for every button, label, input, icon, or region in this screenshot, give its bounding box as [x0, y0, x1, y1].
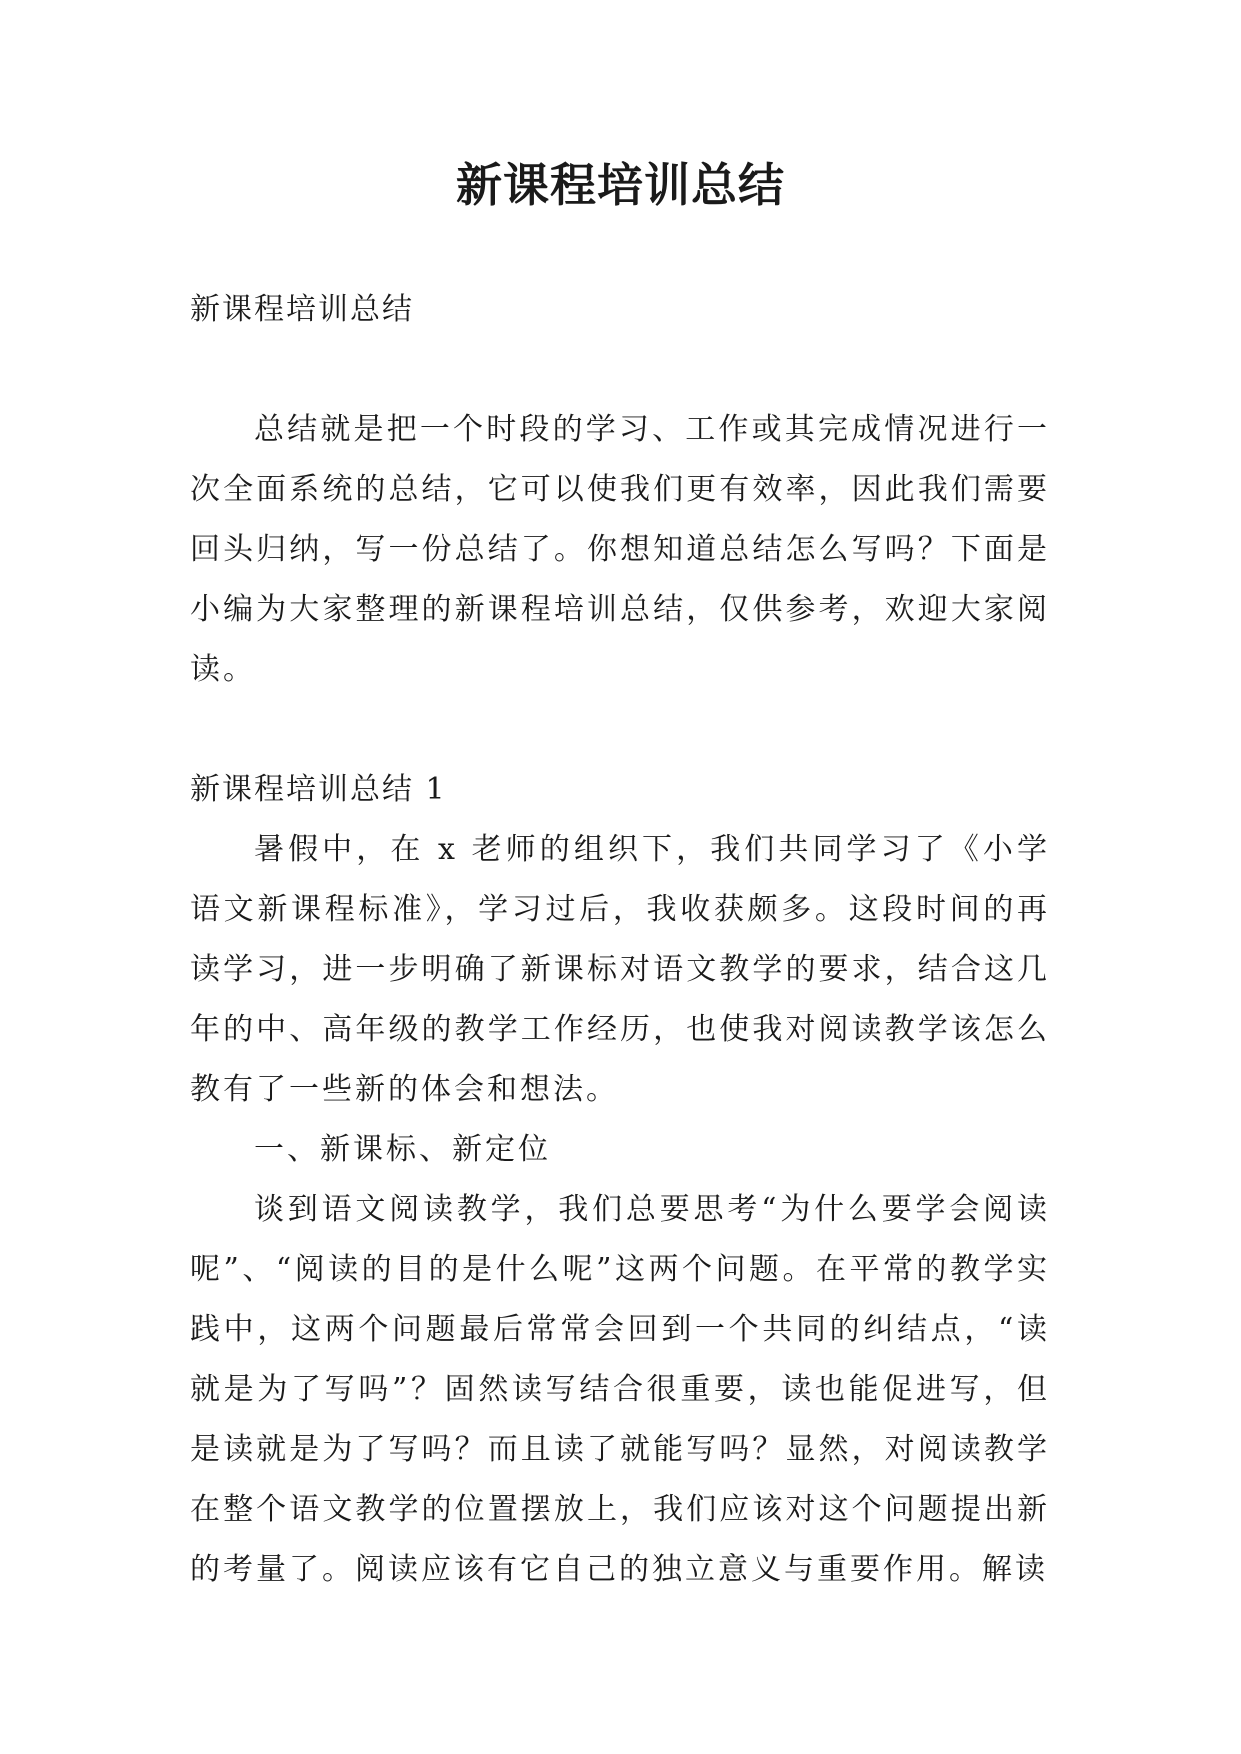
document-body [190, 280, 1050, 1600]
document-title: 新课程培训总结 [456, 158, 785, 212]
point-heading: 一、新课标、新定位 [254, 1132, 551, 1167]
intro-paragraph: 总结就是把一个时段的学习、工作或其完成情况进行一次全面系统的总结，它可以使我们更有效率，因此我们需要回头归纳，写一份总结了。你想知道总结怎么写吗？下面是小编为大家整理的新课程培训总结，仅供参考，欢迎大家阅读。 [190, 412, 1050, 687]
spacer [190, 340, 1050, 400]
spacer [190, 700, 1050, 760]
section-paragraph-1: 暑假中，在 x 老师的组织下，我们共同学习了《小学语文新课程标准》，学习过后，我收获颇多。这段时间的再读学习，进一步明确了新课标对语文教学的要求，结合这几年的中、高年级的教学工作经历，也使我对阅读教学该怎么教有了一些新的体会和想法。 [190, 832, 1050, 1107]
section-paragraph-2: 谈到语文阅读教学，我们总要思考“为什么要学会阅读呢”、“阅读的目的是什么呢”这两个问题。在平常的教学实践中，这两个问题最后常常会回到一个共同的纠结点，“读就是为了写吗”？固然读写结合很重要，读也能促进写，但是读就是为了写吗？而且读了就能写吗？显然，对阅读教学在整个语文教学的位置摆放上，我们应该对这个问题提出新的考量了。阅读应该有它自己的独立意义与重要作用。解读 [190, 1192, 1050, 1587]
section-heading: 新课程培训总结 1 [190, 772, 447, 807]
document-subtitle: 新课程培训总结 [190, 292, 414, 327]
